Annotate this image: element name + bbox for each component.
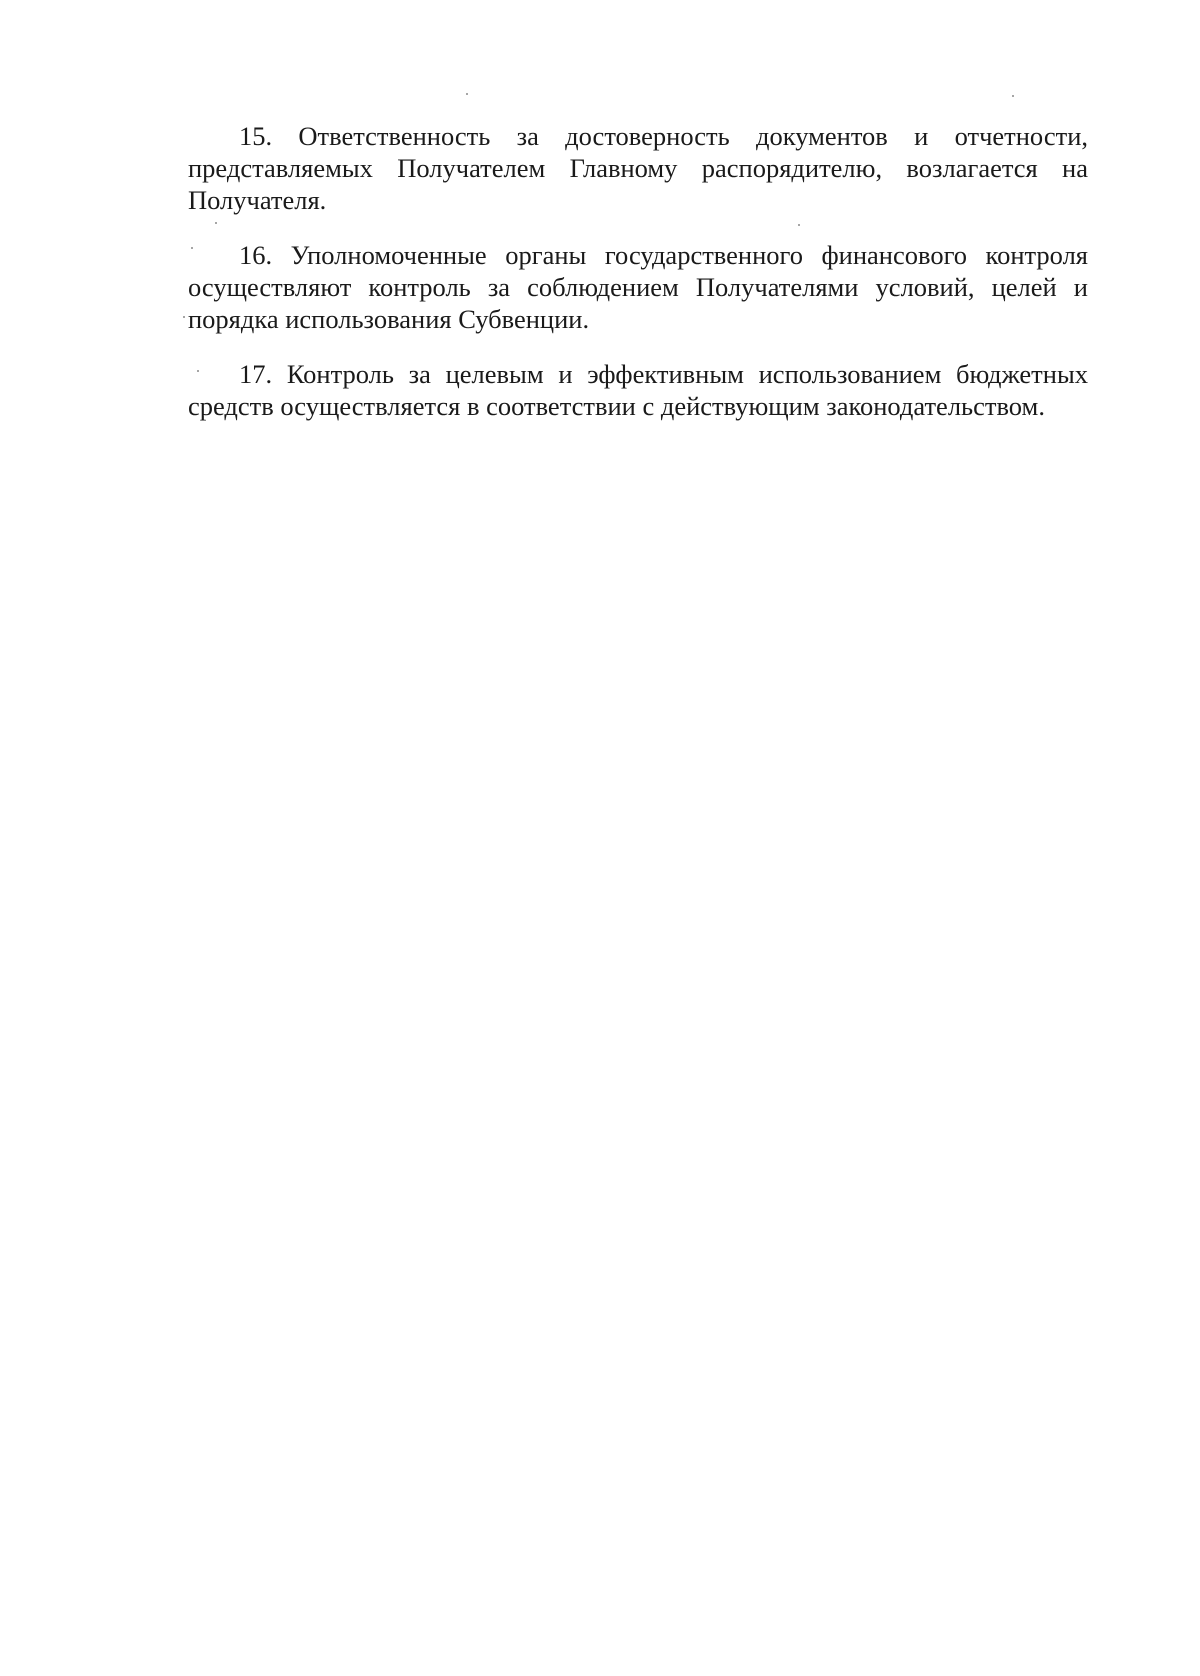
scan-speck [183, 316, 185, 318]
scan-speck [1012, 95, 1014, 97]
paragraph-15: 15. Ответственность за достоверность документов и отчетности, представляемых Получателем Главному распорядителю, возлагается на Получателя. [188, 121, 1088, 215]
paragraph-17: 17. Контроль за целевым и эффективным использованием бюджетных средств осуществляется в соответствии с действующим законодательством. [188, 359, 1088, 421]
document-body [188, 120, 1088, 445]
scan-speck [466, 93, 468, 95]
paragraph-16: 16. Уполномоченные органы государственного финансового контроля осуществляют контроль за соблюдением Получателями условий, целей и порядка использования Субвенции. [188, 240, 1088, 334]
